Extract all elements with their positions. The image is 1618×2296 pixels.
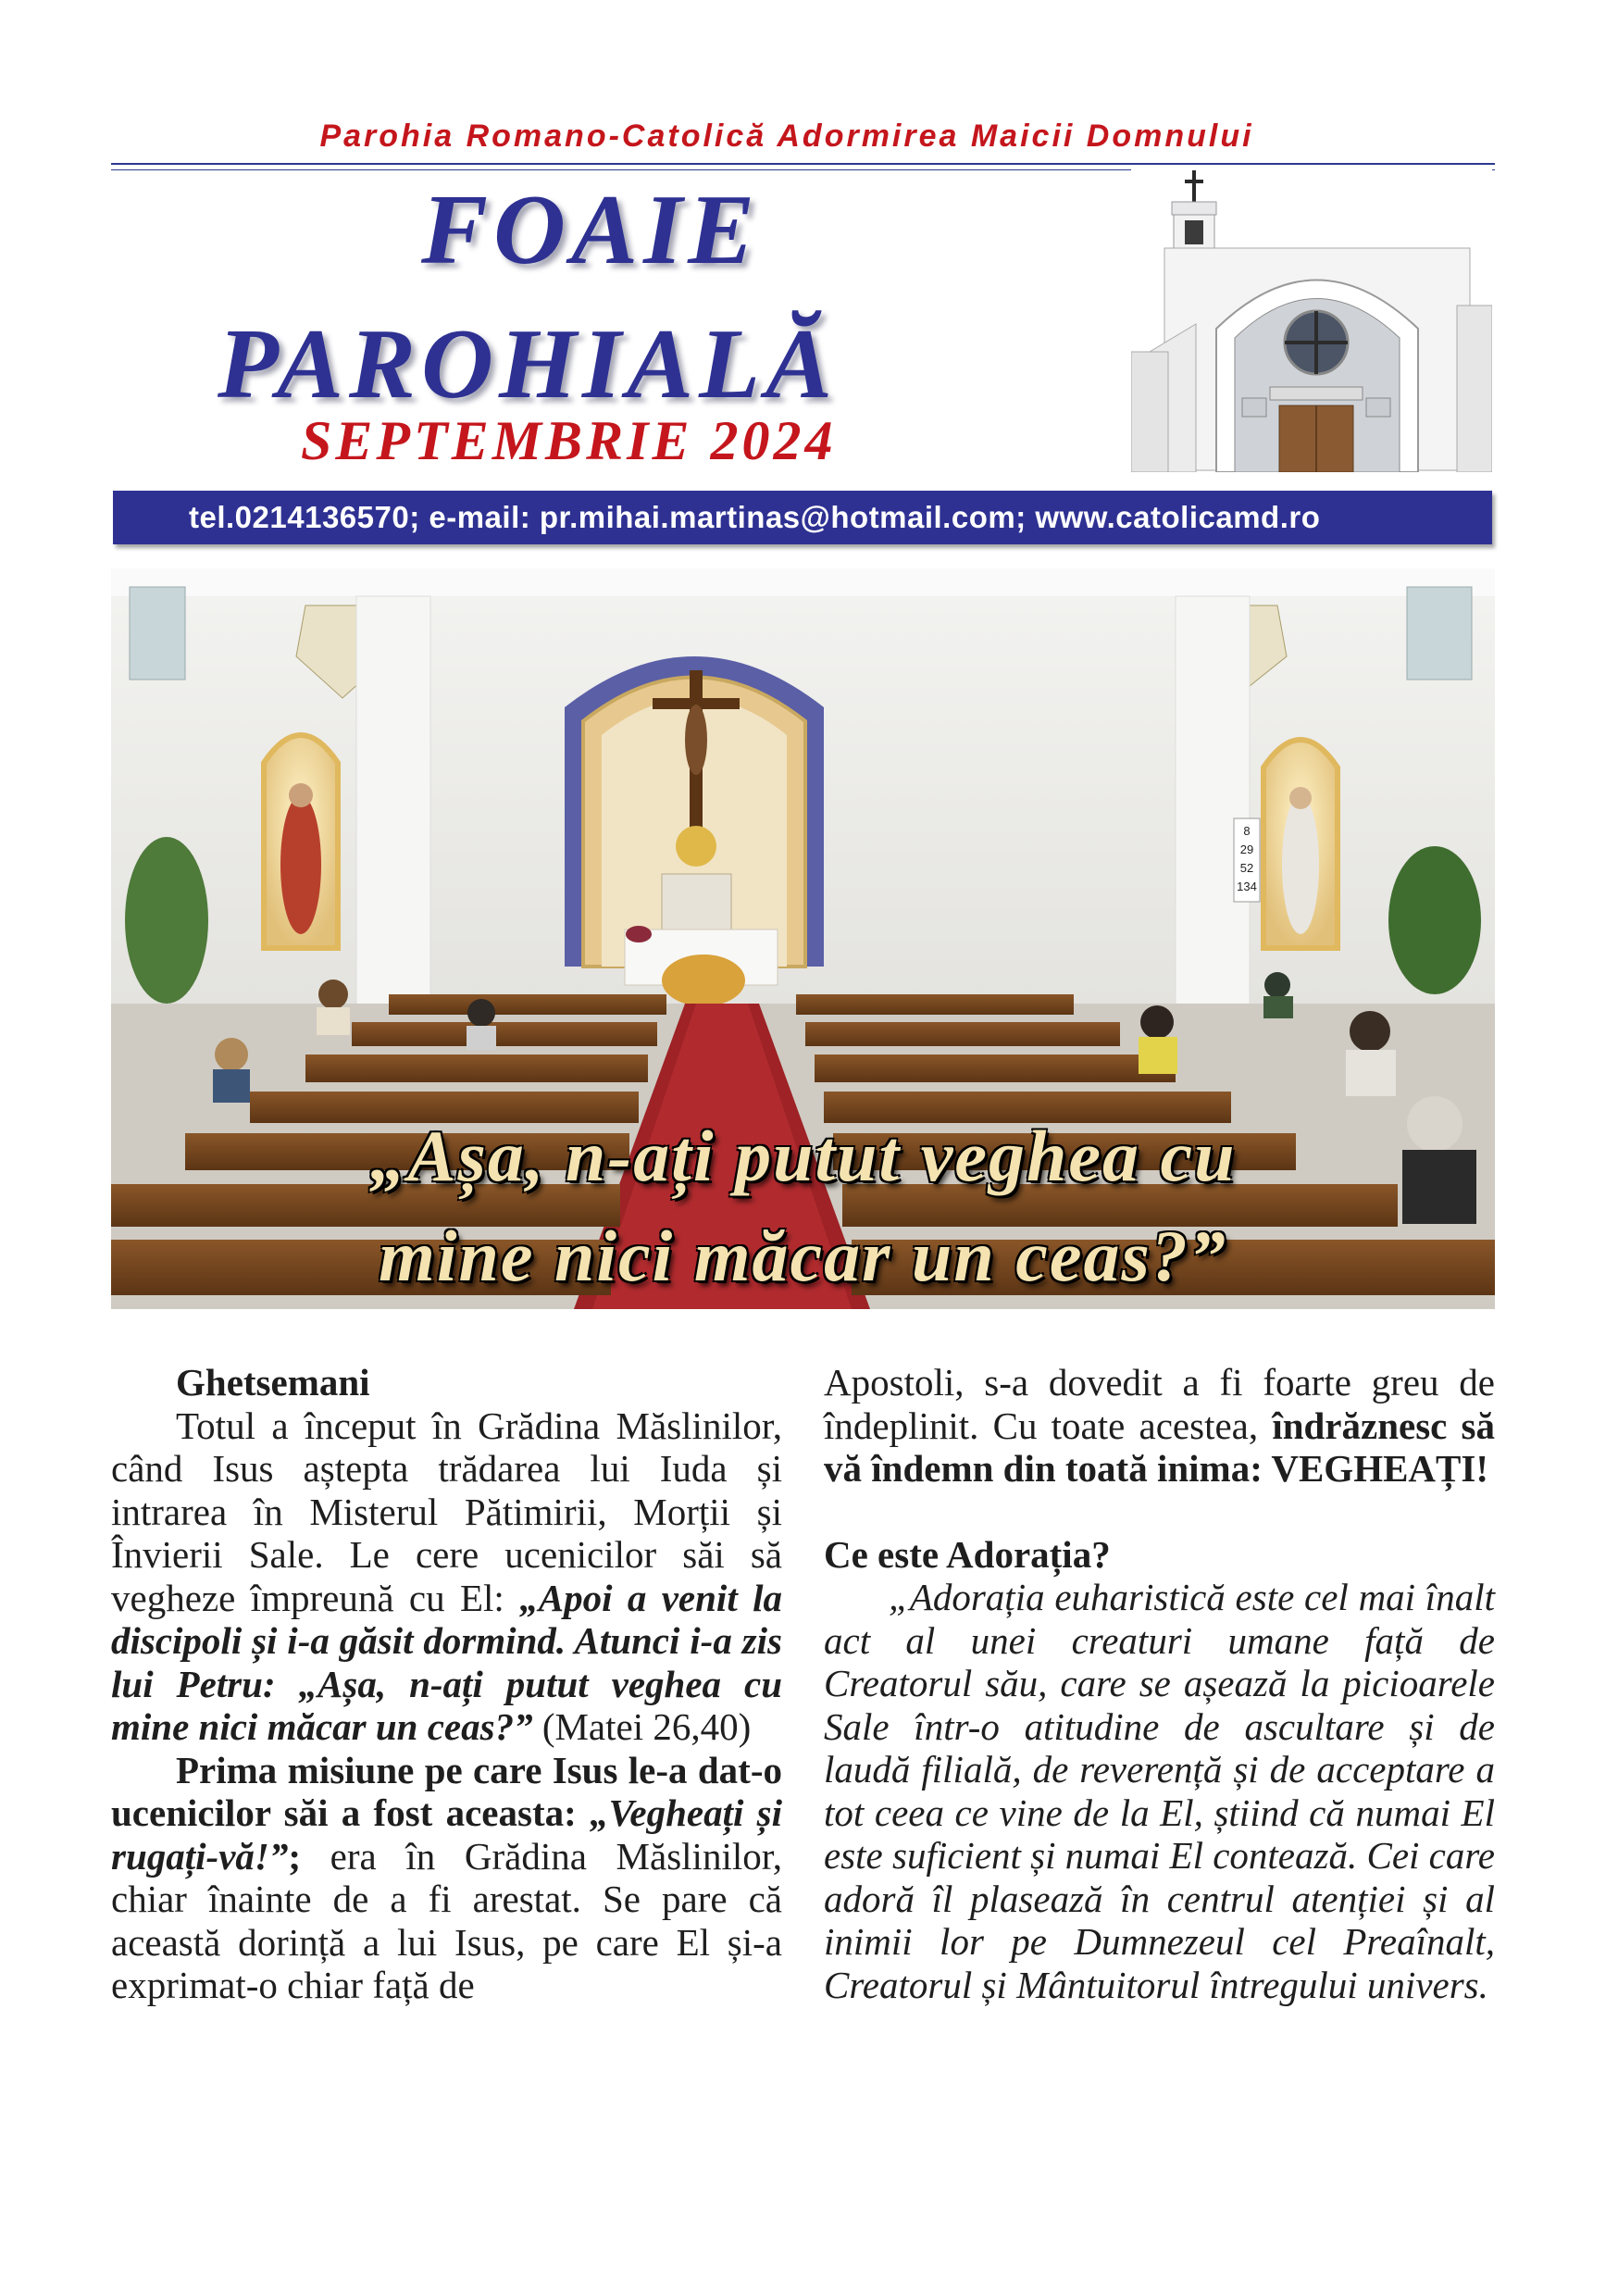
cover-quote: [111, 1106, 1495, 1306]
article-paragraph: [111, 1749, 782, 2007]
article-paragraph: [111, 1404, 782, 1749]
paragraph-emphasis: îndrăznesc să vă îndemn din toată inima: VEGHEAȚI!: [824, 1404, 1496, 1490]
contact-bar: [113, 491, 1492, 544]
section-heading-adoratia: Ce este Adorația?: [824, 1532, 1111, 1576]
cover-quote-line2: mine nici măcar un ceas?”: [379, 1216, 1227, 1296]
article-paragraph: [824, 1361, 1495, 1491]
hymn-board-number: 52: [1239, 861, 1254, 875]
parish-name: Parohia Romano-Catolică Adormirea Maicii Domnului: [319, 119, 1254, 154]
paragraph-spacer: [824, 1491, 1495, 1533]
section-heading-ghetsemani: Ghetsemani: [176, 1361, 370, 1404]
article-column-left: [111, 1361, 782, 2007]
church-building-image: [1131, 167, 1492, 472]
masthead-title-line1: FOAIE: [421, 175, 761, 285]
hymn-board-number: 29: [1239, 842, 1254, 856]
masthead-title-line2: PAROHIALĂ: [218, 309, 839, 419]
contact-text: tel.0214136570; e-mail: pr.mihai.martinas@hotmail.com; www.catolicamd.ro: [189, 500, 1321, 534]
header-rule: [111, 163, 1495, 165]
scripture-reference: (Matei 26,40): [532, 1705, 752, 1748]
cover-quote-line1: „Așa, n-ați putut veghea cu: [369, 1116, 1237, 1196]
paragraph-emphasis: Prima misiune pe care Isus le-a dat-o ucenicilor săi a fost aceasta:: [111, 1748, 782, 1834]
hymn-board-number: 8: [1243, 824, 1251, 838]
adoration-quote: „Adorația euharistică este cel mai înalt act al unei creaturi umane față de Creatorul său, care se așează la picioarele Sale într-o atitudine de ascultare și de laudă filială, de reverență și de acceptare a tot ceea ce vine de la El, știind că numai El este suficient și numai El contează. Cei care adoră îl plasează în centrul atenției și al inimii lor pe Dumnezeul cel Preaînalt, Creatorul și Mântuitorul întregului univers.: [824, 1576, 1495, 2006]
paragraph-text: Totul a început în Grădina Măslinilor, când Isus aștepta trădarea lui Iuda și intrarea în Misterul Pătimirii, Morții și Învierii Sale. Le cere ucenicilor săi să vegheze împreună cu El:: [111, 1404, 782, 1619]
article-column-right: [824, 1361, 1495, 2006]
paragraph-punctuation: ;: [288, 1834, 302, 1878]
paragraph-text: era în Grădina Măslinilor, chiar înainte de a fi arestat. Se pare că această dorință a lui Isus, pe care El și-a exprimat-o chiar față de: [111, 1834, 782, 2006]
paragraph-text: Apostoli, s-a dovedit a fi foarte greu de îndeplinit. Cu toate acestea,: [824, 1361, 1495, 1447]
scripture-quote: „Vegheați și rugați-vă!”: [111, 1791, 782, 1878]
hymn-board-number: 134: [1237, 880, 1257, 893]
issue-month: SEPTEMBRIE 2024: [301, 410, 837, 471]
scripture-quote: „Apoi a venit la discipoli și i-a găsit dormind. Atunci i-a zis lui Petru: „Așa, n-ați putut veghea cu mine nici măcar un ceas?”: [111, 1576, 782, 1748]
